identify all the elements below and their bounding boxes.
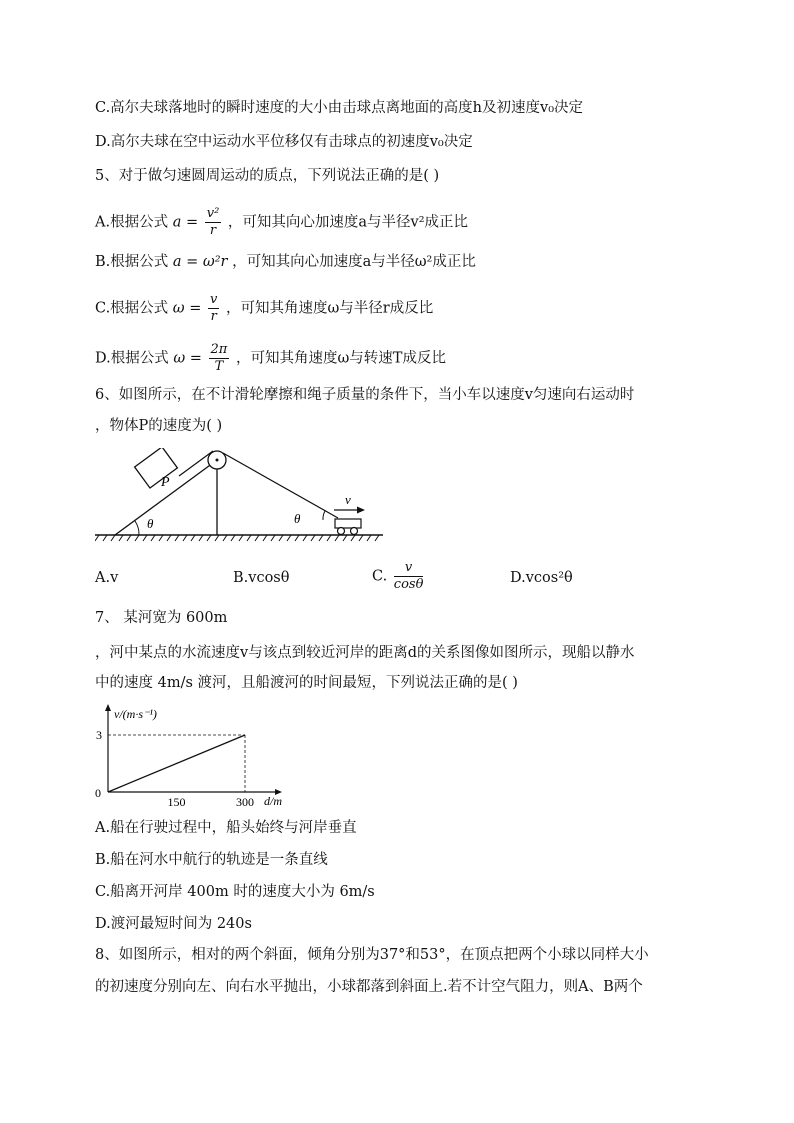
series-line <box>108 735 245 792</box>
q5c-denominator: r <box>210 309 217 324</box>
q5-option-b <box>95 252 476 272</box>
cart-body <box>335 519 361 528</box>
q6-option-c <box>372 560 425 593</box>
angle-label-right: θ <box>294 511 301 526</box>
q6-stem-line2: ，物体P的速度为( ) <box>95 418 223 434</box>
x-tick-label-150: 150 <box>167 795 186 809</box>
block-p <box>135 448 178 488</box>
q7-velocity-distance-chart <box>92 702 292 812</box>
y-axis-arrow <box>105 704 111 711</box>
angle-arc-left <box>135 521 139 535</box>
q6-option-a: A.v <box>95 570 119 586</box>
cart-wheel-right <box>351 528 358 535</box>
velocity-arrow-head <box>357 507 365 514</box>
q5-option-d <box>95 342 446 375</box>
q8-stem-line2: 的初速度分别向左、向右水平抛出，小球都落到斜面上.若不计空气阻力，则A、B两个 <box>95 979 643 995</box>
q5d-fraction <box>209 342 230 375</box>
q7-stem-line1: 7、 某河宽为 600m <box>95 610 228 626</box>
q6-option-b: B.vcosθ <box>233 570 290 586</box>
q5d-prefix: D.根据公式 <box>95 350 169 367</box>
rope-to-block <box>179 451 213 476</box>
q6c-prefix: C. <box>372 568 388 585</box>
q5a-lhs: a = <box>172 214 199 231</box>
cart-wheel-left <box>338 528 345 535</box>
x-axis-label: d/m <box>264 794 282 808</box>
angle-arc-right <box>323 511 325 520</box>
q7-option-b: B.船在河水中航行的轨迹是一条直线 <box>95 852 328 868</box>
origin-label: 0 <box>95 786 101 800</box>
x-tick-label-300: 300 <box>236 795 254 809</box>
q5a-denominator: r <box>209 223 217 238</box>
block-label: P <box>161 475 170 490</box>
q5b-formula: a = ω²r <box>172 254 228 270</box>
q5c-numerator: v <box>210 292 218 307</box>
q5-stem: 5、对于做匀速圆周运动的质点，下列说法正确的是( ) <box>95 168 440 184</box>
q5d-lhs: ω = <box>173 350 202 367</box>
q5c-fraction <box>208 292 219 325</box>
q8-stem-line1: 8、如图所示，相对的两个斜面，倾角分别为37°和53°，在顶点把两个小球以同样大小 <box>95 947 649 963</box>
ground-hatching <box>95 535 379 541</box>
q7-option-d: D.渡河最短时间为 240s <box>95 916 252 932</box>
y-axis-label: v/(m·s⁻¹) <box>114 707 157 721</box>
q5a-numerator: v² <box>206 206 220 221</box>
q5d-denominator: T <box>214 359 224 374</box>
q5b-suffix: ，可知其向心加速度a与半径ω²成正比 <box>232 254 476 270</box>
rope-to-cart <box>223 453 338 518</box>
q6c-numerator: v <box>394 560 424 577</box>
q5d-numerator: 2π <box>210 342 228 357</box>
q5c-lhs: ω = <box>172 300 202 317</box>
q5-option-c <box>95 292 433 325</box>
q6c-denominator: cosθ <box>393 577 424 592</box>
q7-stem-line2: ，河中某点的水流速度v与该点到较近河岸的距离d的关系图像如图所示，现船以静水 <box>95 645 635 661</box>
q5a-fraction <box>205 206 222 239</box>
pulley-axle <box>216 459 219 462</box>
q7-stem-line3: 中的速度 4m/s 渡河，且船渡河的时间最短，下列说法正确的是( ) <box>95 675 518 691</box>
q6-stem-line1: 6、如图所示，在不计滑轮摩擦和绳子质量的条件下，当小车以速度v匀速向右运动时 <box>95 387 635 403</box>
q6c-fraction <box>394 560 424 593</box>
q5c-prefix: C.根据公式 <box>95 300 169 317</box>
q5a-suffix: ，可知其向心加速度a与半径v²成正比 <box>227 214 469 231</box>
q4-option-d: D.高尔夫球在空中运动水平位移仅有击球点的初速度v₀决定 <box>95 134 473 150</box>
angle-label-left: θ <box>147 516 154 531</box>
q5a-prefix: A.根据公式 <box>95 214 169 231</box>
velocity-label: v <box>345 492 351 507</box>
q7-option-c: C.船离开河岸 400m 时的速度大小为 6m/s <box>95 884 375 900</box>
q4-option-c: C.高尔夫球落地时的瞬时速度的大小由击球点离地面的高度h及初速度v₀决定 <box>95 100 584 116</box>
q5d-suffix: ，可知其角速度ω与转速T成反比 <box>235 350 446 367</box>
q5b-prefix: B.根据公式 <box>95 254 169 270</box>
y-tick-label-3: 3 <box>96 728 102 742</box>
q7-option-a: A.船在行驶过程中，船头始终与河岸垂直 <box>95 820 357 836</box>
q5-option-a <box>95 206 468 239</box>
q6-pulley-figure <box>95 448 385 548</box>
q5c-suffix: ，可知其角速度ω与半径r成反比 <box>225 300 434 317</box>
q6-option-d: D.vcos²θ <box>510 570 573 586</box>
